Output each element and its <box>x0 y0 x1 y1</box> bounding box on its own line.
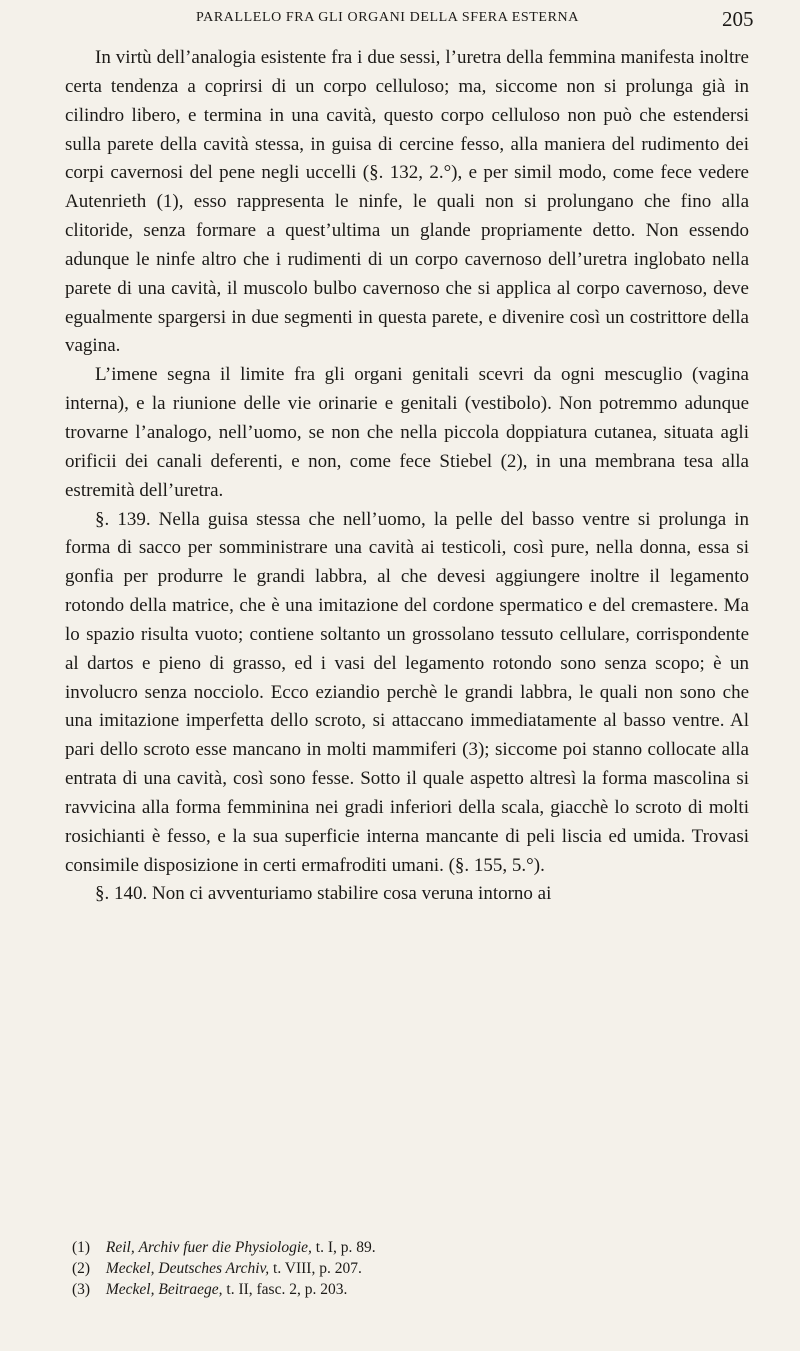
body-text <box>65 44 749 909</box>
footnote-work: Archiv fuer die Physiologie, <box>138 1239 312 1256</box>
footnote <box>72 1237 632 1258</box>
footnote-reference: t. VIII, p. 207. <box>273 1260 362 1277</box>
paragraph: §. 140. Non ci avventuriamo stabilire cosa veruna intorno ai <box>95 883 552 905</box>
footnote-author: Meckel, <box>105 1281 155 1298</box>
paragraph: L’imene segna il limite fra gli organi genitali scevri da ogni mescuglio (vagina interna), e la riunione delle vie orinarie e genitali (vestibolo). Non potremmo adunque trovarne l’analogo, nell’uomo, se non che nella piccola doppiatura cutanea, situata agli orificii dei canali deferenti, e non, come fece Stiebel (2), in una membrana tesa alla estremità dell’uretra. <box>65 364 749 501</box>
footnote-work: Deutsches Archiv, <box>158 1260 270 1277</box>
footnote-work: Beitraege, <box>158 1281 223 1298</box>
running-head: PARALLELO FRA GLI ORGANI DELLA SFERA ESTERNA <box>196 10 579 25</box>
footnote <box>72 1258 632 1279</box>
footnote-reference: t. II, fasc. 2, p. 203. <box>226 1281 348 1298</box>
footnote-reference: t. I, p. 89. <box>315 1239 376 1256</box>
paragraph: In virtù dell’analogia esistente fra i due sessi, l’uretra della femmina manifesta inoltre certa tendenza a coprirsi di un corpo celluloso; ma, siccome non si prolunga già in cilindro libero, e termina in una cavità, questo corpo celluloso non può che estendersi sulla parete della cavità stessa, in guisa di cercine fesso, alla maniera del rudimento dei corpi cavernosi del pene negli uccelli (§. 132, 2.°), e per simil modo, come fece vedere Autenrieth (1), esso rappresenta le ninfe, le quali non si prolungano che fino alla clitoride, senza formare a quest’ultima un glande propriamente detto. Non essendo adunque le ninfe altro che i rudimenti di un corpo cavernoso dell’uretra inglobato nella parete di una cavità, il muscolo bulbo cavernoso che si applica al corpo cavernoso, deve egualmente spargersi in due segmenti in questa parete, e divenire così un costrittore della vagina. <box>65 47 749 357</box>
footnote <box>72 1279 632 1300</box>
footnote-author: Meckel, <box>105 1260 155 1277</box>
footnote-number: (1) <box>72 1239 91 1256</box>
page-number: 205 <box>722 7 754 31</box>
footnotes <box>72 1237 632 1300</box>
paragraph: §. 139. Nella guisa stessa che nell’uomo, la pelle del basso ventre si prolunga in forma di sacco per somministrare una cavità ai testicoli, così pure, nella donna, essa si gonfia per produrre le grandi labbra, al che devesi aggiungere inoltre il legamento rotondo della matrice, che è una imitazione del cordone spermatico e del cremastere. Ma lo spazio risulta vuoto; contiene soltanto un grossolano tessuto cellulare, corrispondente al dartos e pieno di grasso, ed i vasi del legamento rotondo sono senza scopo; è un involucro senza nocciolo. Ecco eziandio perchè le grandi labbra, le quali non sono che una imitazione imperfetta dello scroto, si attaccano immediatamente al basso ventre. Al pari dello scroto esse mancano in molti mammiferi (3); siccome poi stanno collocate alla entrata di una cavità, così sono fesse. Sotto il quale aspetto altresì la forma mascolina si ravvicina alla forma femminina nei gradi inferiori della scala, giacchè lo scroto di molti rosichianti è fesso, e la sua superficie interna mancante di peli liscia ed umida. Trovasi consimile disposizione in certi ermafroditi umani. (§. 155, 5.°). <box>65 508 749 876</box>
footnote-number: (2) <box>72 1260 91 1277</box>
footnote-author: Reil, <box>105 1239 135 1256</box>
footnote-number: (3) <box>72 1281 91 1298</box>
